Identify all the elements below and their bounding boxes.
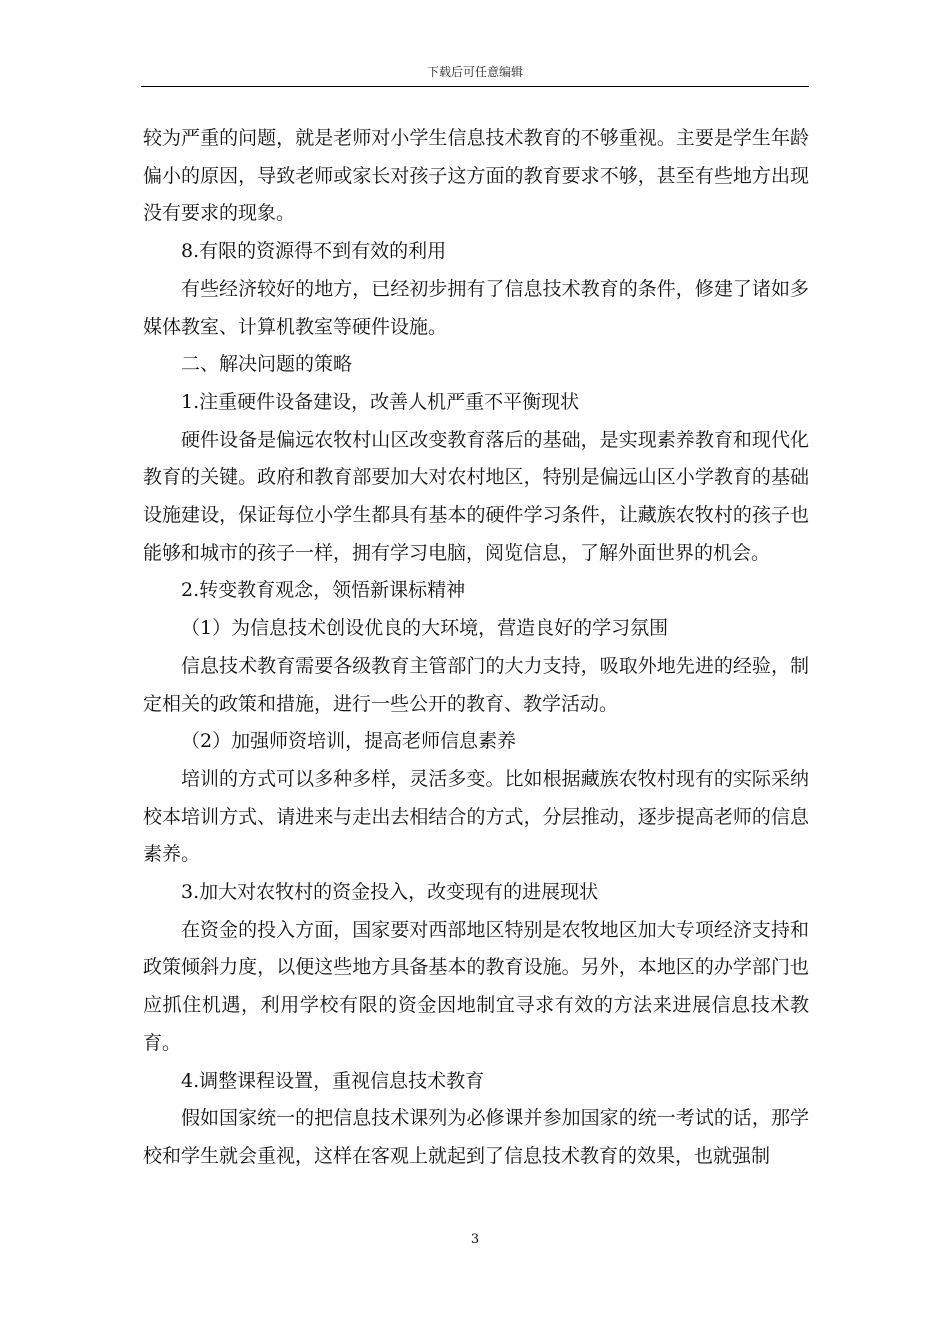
subsection-heading: 4.调整课程设置，重视信息技术教育	[181, 1069, 485, 1092]
page-header: 下载后可任意编辑	[426, 65, 523, 79]
paragraph: 较为严重的问题，就是老师对小学生信息技术教育的不够重视。主要是学生年龄偏小的原因，导致老师或家长对孩子这方面的教育要求不够，甚至有些地方出现没有要求的现象。	[143, 127, 809, 225]
paragraph: 信息技术教育需要各级教育主管部门的大力支持，吸取外地先进的经验，制定相关的政策和措施，进行一些公开的教育、教学活动。	[143, 654, 809, 715]
paragraph: 假如国家统一的把信息技术课列为必修课并参加国家的统一考试的话，那学校和学生就会重视，这样在客观上就起到了信息技术教育的效果，也就强制	[143, 1107, 809, 1167]
list-heading: 8.有限的资源得不到有效的利用	[181, 240, 447, 263]
paragraph: 在资金的投入方面，国家要对西部地区特别是农牧地区加大专项经济支持和政策倾斜力度，以便这些地方具备基本的教育设施。另外，本地区的办学部门也应抓住机遇，利用学校有限的资金因地制宜寻求有效的方法来进展信息技术教育。	[143, 918, 809, 1054]
sub-item-heading: （2）加强师资培训，提高老师信息素养	[181, 730, 517, 753]
subsection-heading: 3.加大对农牧村的资金投入，改变现有的进展现状	[181, 881, 599, 904]
subsection-heading: 1.注重硬件设备建设，改善人机严重不平衡现状	[181, 390, 580, 413]
paragraph: 培训的方式可以多种多样，灵活多变。比如根据藏族农牧村现有的实际采纳校本培训方式、请进来与走出去相结合的方式，分层推动，逐步提高老师的信息素养。	[143, 767, 809, 866]
subsection-heading: 2.转变教育观念，领悟新课标精神	[181, 579, 466, 602]
paragraph: 有些经济较好的地方，已经初步拥有了信息技术教育的条件，修建了诸如多媒体教室、计算机教室等硬件设施。	[143, 277, 809, 338]
paragraph: 硬件设备是偏远农牧村山区改变教育落后的基础，是实现素养教育和现代化教育的关键。政府和教育部要加大对农村地区，特别是偏远山区小学教育的基础设施建设，保证每位小学生都具有基本的硬件学习条件，让藏族农牧村的孩子也能够和城市的孩子一样，拥有学习电脑，阅览信息，了解外面世界的机会。	[143, 428, 809, 564]
header-divider	[141, 86, 809, 87]
page-number: 3	[470, 1232, 480, 1247]
document-body	[143, 120, 809, 1176]
sub-item-heading: （1）为信息技术创设优良的大环境，营造良好的学习氛围	[181, 617, 669, 640]
section-heading: 二、解决问题的策略	[181, 353, 353, 376]
